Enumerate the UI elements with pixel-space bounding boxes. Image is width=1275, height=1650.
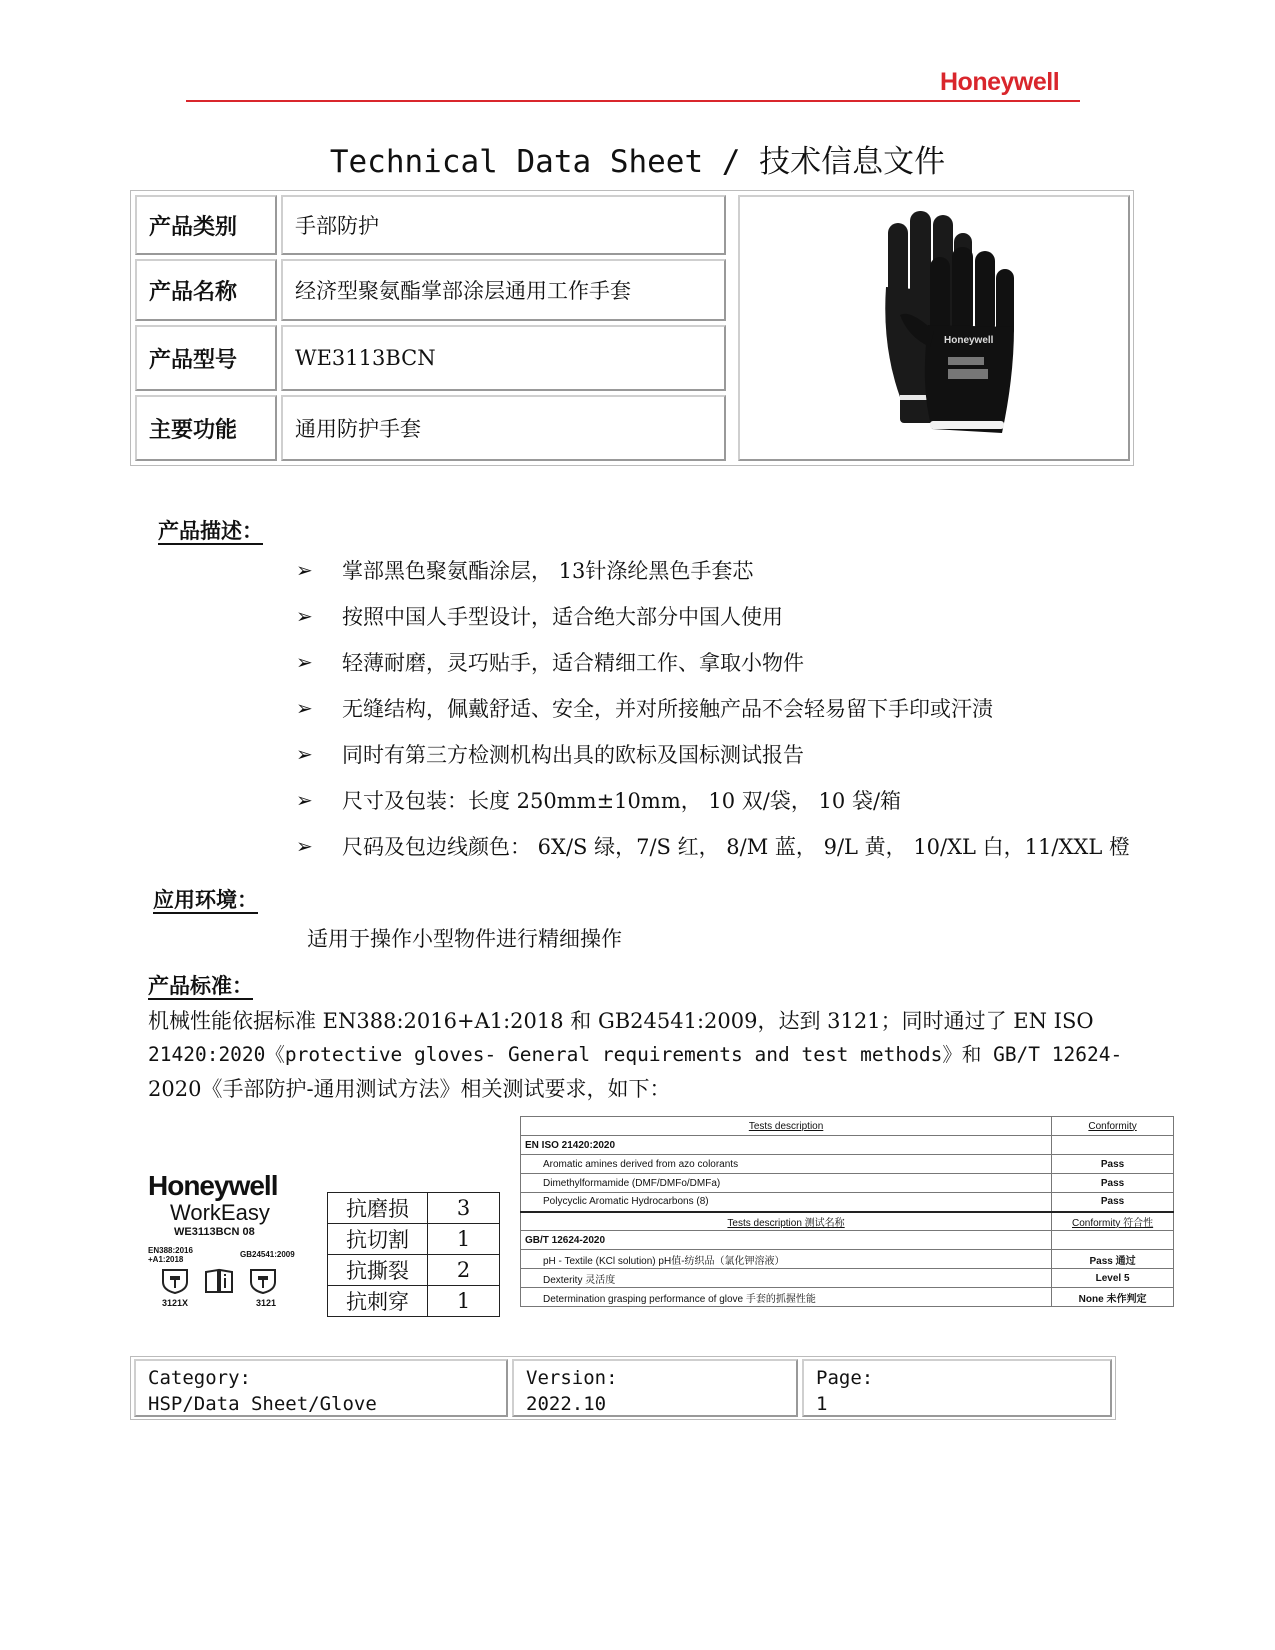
table-header-row [521,1117,1174,1136]
rating-name: 抗磨损 [328,1193,428,1224]
footer-page-value: 1 [816,1393,828,1415]
rating-name: 抗撕裂 [328,1255,428,1286]
standard-line: 21420:2020《protective gloves- General requirements and test methods》和 GB/T 12624- [148,1043,1123,1066]
arrow-bullet-icon: ➢ [296,742,313,766]
rating-name: 抗刺穿 [328,1286,428,1317]
arrow-bullet-icon: ➢ [296,604,313,628]
description-heading: 产品描述： [158,519,263,543]
test-item: Dexterity 灵活度 [521,1269,1052,1288]
description-bullet [296,739,804,769]
empty-cell [1052,1136,1174,1155]
bullet-text: 轻薄耐磨，灵巧贴手，适合精细工作、拿取小物件 [342,651,804,675]
glove-label-text: Honeywell [944,335,994,346]
rating-value: 3 [428,1193,500,1224]
arrow-bullet-icon: ➢ [296,650,313,674]
header-rule [186,100,1080,102]
info-manual-icon [204,1268,234,1294]
application-text: 适用于操作小型物件进行精细操作 [307,927,622,951]
bullet-text: 无缝结构，佩戴舒适、安全，并对所接触产品不会轻易留下手印或汗渍 [342,697,993,721]
footer-page-label: Page: [816,1367,874,1389]
black-work-gloves-icon [740,197,1128,459]
tests-standard: EN ISO 21420:2020 [521,1136,1052,1155]
bullet-text: 掌部黑色聚氨酯涂层， 13针涤纶黑色手套芯 [342,559,754,583]
test-item: Dimethylformamide (DMF/DMFo/DMFa) [521,1174,1052,1193]
test-result: None 未作判定 [1052,1288,1174,1307]
test-result: Pass [1052,1155,1174,1174]
tests-header-conf: Conformity 符合性 [1052,1212,1174,1231]
value-name: 经济型聚氨酯掌部涂层通用工作手套 [281,259,726,321]
table-row [328,1193,500,1224]
product-label-badge [148,1170,318,1310]
rating-value: 1 [428,1286,500,1317]
table-row [521,1193,1174,1212]
footer-category-label: Category: [148,1367,251,1389]
tests-table [520,1116,1174,1307]
footer-category-value: HSP/Data Sheet/Glove [148,1393,377,1415]
table-row [521,1136,1174,1155]
table-row [328,1224,500,1255]
footer-category [134,1359,508,1417]
label-function: 主要功能 [135,395,277,461]
tests-header-desc: Tests description [521,1117,1052,1136]
rating-name: 抗切割 [328,1224,428,1255]
description-bullet [296,831,1130,861]
footer-version-value: 2022.10 [526,1393,607,1415]
badge-model: WE3113BCN 08 [174,1226,255,1238]
table-row [521,1250,1174,1269]
description-bullet [296,693,993,723]
test-result: Pass [1052,1193,1174,1212]
standard-heading: 产品标准： [148,974,253,998]
table-header-row [521,1212,1174,1231]
test-item: Determination grasping performance of glove 手套的抓握性能 [521,1288,1052,1307]
bullet-text: 同时有第三方检测机构出具的欧标及国标测试报告 [342,743,804,767]
label-category: 产品类别 [135,195,277,255]
arrow-bullet-icon: ➢ [296,788,313,812]
page-title: Technical Data Sheet / 技术信息文件 [329,144,946,180]
rating-value: 1 [428,1224,500,1255]
badge-code-left: 3121X [162,1298,189,1308]
test-item: Aromatic amines derived from azo colorants [521,1155,1052,1174]
test-result: Pass 通过 [1052,1250,1174,1269]
tests-header-desc: Tests description 测试名称 [521,1212,1052,1231]
rating-table [327,1192,500,1317]
tests-standard: GB/T 12624-2020 [521,1231,1052,1250]
test-result: Level 5 [1052,1269,1174,1288]
brand-logo: Honeywell [940,68,1060,96]
badge-std-right: GB24541:2009 [240,1250,295,1259]
tests-header-conf: Conformity [1052,1117,1174,1136]
shield-hammer-icon [160,1268,190,1294]
test-item: Polycyclic Aromatic Hydrocarbons (8) [521,1193,1052,1212]
table-row [521,1155,1174,1174]
bullet-text: 尺码及包边线颜色： 6X/S 绿，7/S 红， 8/M 蓝， 9/L 黄， 10/XL 白，11/XXL 橙 [342,835,1131,859]
shield-hammer-icon [248,1268,278,1294]
arrow-bullet-icon: ➢ [296,834,313,858]
footer-page [802,1359,1112,1417]
arrow-bullet-icon: ➢ [296,558,313,582]
rating-value: 2 [428,1255,500,1286]
table-row [328,1286,500,1317]
footer-version [512,1359,798,1417]
table-row [521,1269,1174,1288]
arrow-bullet-icon: ➢ [296,696,313,720]
empty-cell [1052,1231,1174,1250]
value-model: WE3113BCN [281,325,726,391]
table-row [521,1174,1174,1193]
bullet-text: 按照中国人手型设计，适合绝大部分中国人使用 [342,605,783,629]
badge-brand: Honeywell [148,1170,278,1201]
footer-version-label: Version: [526,1367,618,1389]
test-item: pH - Textile (KCl solution) pH值-纺织品（氯化钾溶液） [521,1250,1052,1269]
description-bullet [296,785,901,815]
table-row [521,1288,1174,1307]
label-name: 产品名称 [135,259,277,321]
standard-line: 机械性能依据标准 EN388:2016+A1:2018 和 GB24541:2009，达到 3121；同时通过了 EN ISO [148,1009,1094,1033]
badge-code-right: 3121 [256,1298,277,1308]
label-model: 产品型号 [135,325,277,391]
description-bullet [296,555,753,585]
description-bullet [296,601,783,631]
table-row [521,1231,1174,1250]
badge-std-left: EN388:2016 +A1:2018 [148,1246,193,1264]
product-image-cell [738,195,1130,461]
value-category: 手部防护 [281,195,726,255]
value-function: 通用防护手套 [281,395,726,461]
test-result: Pass [1052,1174,1174,1193]
table-row [328,1255,500,1286]
bullet-text: 尺寸及包装：长度 250mm±10mm， 10 双/袋， 10 袋/箱 [342,789,902,813]
description-bullet [296,647,804,677]
application-heading: 应用环境： [153,888,258,912]
standard-line: 2020《手部防护-通用测试方法》相关测试要求，如下： [148,1077,671,1101]
badge-series: WorkEasy [170,1200,270,1225]
